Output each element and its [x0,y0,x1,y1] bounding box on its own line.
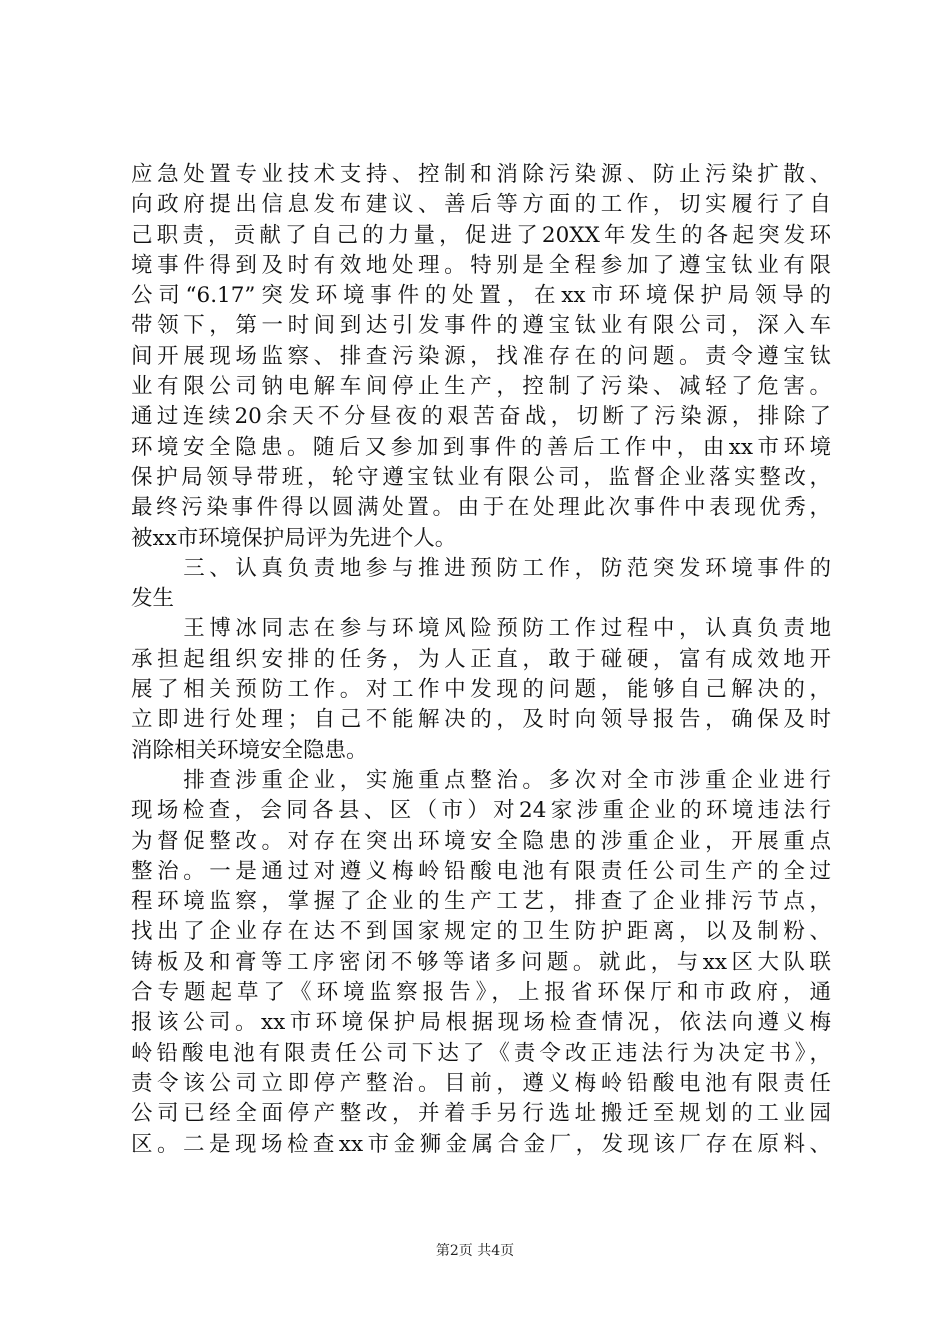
text-line: 报该公司。xx市环境保护局根据现场检查情况，依法向遵义梅 [131,1010,831,1036]
page-number-footer: 第2页 共4页 [435,1243,515,1259]
text-line: 责令该公司立即停产整治。目前，遵义梅岭铅酸电池有限责任 [131,1070,831,1096]
text-line: 保护局领导带班，轮守遵宝钛业有限公司，监督企业落实整改， [131,464,831,490]
text-line: 区。二是现场检查xx市金狮金属合金厂，发现该厂存在原料、 [131,1131,831,1157]
text-line: 王博冰同志在参与环境风险预防工作过程中，认真负责地 [131,616,831,642]
text-line: 带领下，第一时间到达引发事件的遵宝钛业有限公司，深入车 [131,313,831,339]
text-line: 合专题起草了《环境监察报告》，上报省环保厅和市政府，通 [131,980,831,1006]
text-line: 业有限公司钠电解车间停止生产，控制了污染、减轻了危害。 [131,374,831,400]
text-line: 岭铅酸电池有限责任公司下达了《责令改正违法行为决定书》， [131,1040,831,1066]
text-line: 承担起组织安排的任务，为人正直，敢于碰硬，富有成效地开 [131,646,831,672]
text-line: 铸板及和膏等工序密闭不够等诸多问题。就此，与xx区大队联 [131,949,831,975]
text-line: 立即进行处理；自己不能解决的，及时向领导报告，确保及时 [131,707,831,733]
text-line: 公司“6.17”突发环境事件的处置，在xx市环境保护局领导的 [131,283,831,309]
text-line: 通过连续20余天不分昼夜的艰苦奋战，切断了污染源，排除了 [131,404,831,430]
text-line: 展了相关预防工作。对工作中发现的问题，能够自己解决的， [131,677,831,703]
text-line: 程环境监察，掌握了企业的生产工艺，排查了企业排污节点， [131,889,831,915]
text-line: 整治。一是通过对遵义梅岭铅酸电池有限责任公司生产的全过 [131,858,831,884]
text-line: 消除相关环境安全隐患。 [131,737,368,763]
text-line: 为督促整改。对存在突出环境安全隐患的涉重企业，开展重点 [131,828,831,854]
text-line: 三、认真负责地参与推进预防工作，防范突发环境事件的 [131,555,831,581]
text-line: 向政府提出信息发布建议、善后等方面的工作，切实履行了自 [131,192,831,218]
text-line: 环境安全隐患。随后又参加到事件的善后工作中，由xx市环境 [131,434,831,460]
document-body [131,160,831,1160]
text-line: 发生 [131,586,175,612]
text-line: 排查涉重企业，实施重点整治。多次对全市涉重企业进行 [131,767,831,793]
text-line: 公司已经全面停产整改，并着手另行选址搬迁至规划的工业园 [131,1101,831,1127]
text-line: 己职责，贡献了自己的力量，促进了20XX年发生的各起突发环 [131,222,831,248]
text-line: 间开展现场监察、排查污染源，找准存在的问题。责令遵宝钛 [131,343,831,369]
text-line: 现场检查，会同各县、区（市）对24家涉重企业的环境违法行 [131,798,831,824]
text-line: 境事件得到及时有效地处理。特别是全程参加了遵宝钛业有限 [131,252,831,278]
text-line: 找出了企业存在达不到国家规定的卫生防护距离，以及制粉、 [131,919,831,945]
text-line: 被xx市环境保护局评为先进个人。 [131,525,457,551]
text-line: 应急处置专业技术支持、控制和消除污染源、防止污染扩散、 [131,162,831,187]
text-line: 最终污染事件得以圆满处置。由于在处理此次事件中表现优秀， [131,495,831,521]
